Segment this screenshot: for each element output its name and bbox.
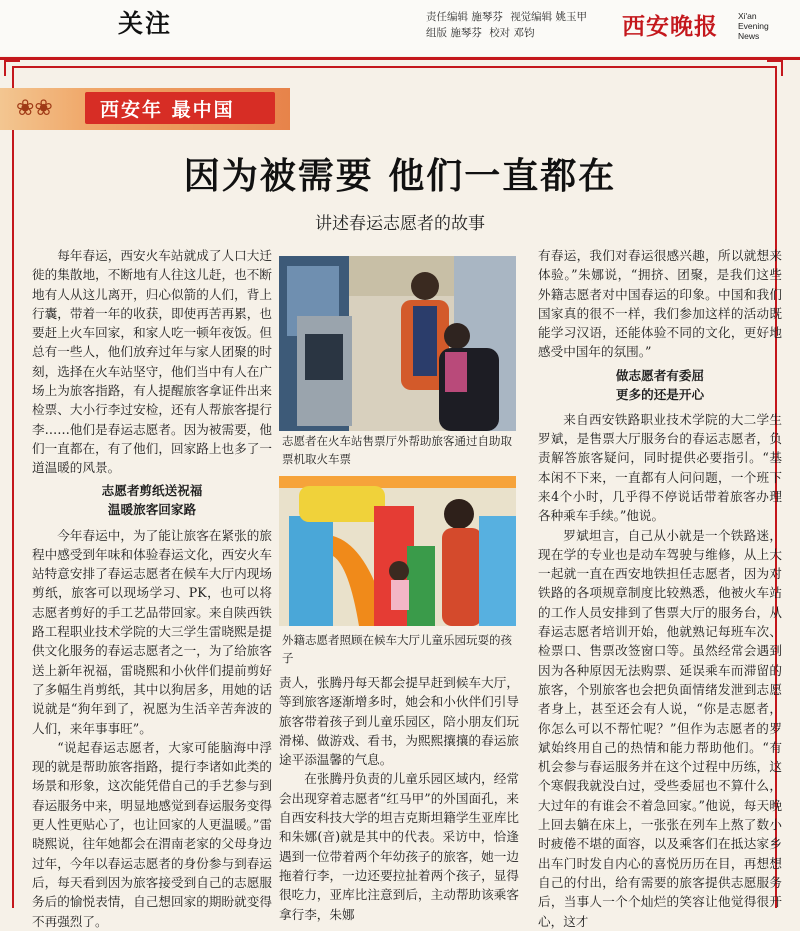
paragraph: “说起春运志愿者，大家可能脑海中浮现的就是帮助旅客指路，提行李诸如此类的场景和形象，这次能凭借自己的手艺参与到春运服务中来，明显地感觉到春运服务变得更人性更贴心了，也让回家的人更温暖。”雷晓熙说，往年她都会在渭南老家的父母身边过年，今年以春运志愿者的身份参与到春运后，每天看到因为旅客接受到自己的志愿服务后的愉悦表情，自己想回家的期盼就变得不再强烈了。 <box>32 739 272 929</box>
logo-en-line: Xi'an <box>738 11 757 21</box>
article-column-1 <box>32 246 272 931</box>
paragraph: 有春运，我们对春运很感兴趣，所以就想来体验。”朱娜说，“拥挤、团聚，是我们这些外籍志愿者对中国春运的印象。中国和我们国家真的很不一样，我们参加这样的活动既能学习汉语，还能体验不同的文化，更好地感受中国年的氛围。” <box>538 248 782 360</box>
credit-name: 施琴芬 <box>471 11 503 23</box>
article-column-3 <box>538 246 782 931</box>
newspaper-logo: 西安晚报 <box>622 14 718 40</box>
newspaper-logo-english <box>738 11 769 41</box>
paragraph: 今年春运中，为了能让旅客在紧张的旅程中感受到年味和体验春运文化，西安火车站特意安排了春运志愿者在候车大厅内现场剪纸，旅客可以现场学习、PK，也可以将志愿者剪好的手工艺品带回家。来自陕西铁路工程职业技术学院的大三学生雷晓熙是提供文化服务的春运志愿者之一，为了给旅客送上新年祝福，雷晓熙和小伙伴们提前剪好了多幅生肖剪纸，其中以狗居多，用她的话说就是“狗年到了，祝愿为生活辛苦奔波的人们，来年事事旺”。 <box>32 527 272 736</box>
photo-caption: 志愿者在火车站售票厅外帮助旅客通过自助取票机取火车票 <box>282 434 512 466</box>
frame-corner-ornament <box>4 60 20 76</box>
subheading <box>32 481 272 519</box>
credits-line-2 <box>426 25 591 41</box>
credit-label: 校对 <box>489 27 511 39</box>
credit-name: 施琴芬 <box>450 27 482 39</box>
credit-label: 责任编辑 <box>426 11 468 23</box>
masthead-rule <box>0 57 800 60</box>
frame-corner-ornament <box>767 60 783 76</box>
photo-ticket-machine <box>279 256 516 431</box>
credit-label: 组版 <box>426 27 447 39</box>
logo-en-line: News <box>738 31 760 41</box>
photo-kids-playground <box>279 476 516 626</box>
article-headline: 因为被需要 他们一直都在 <box>183 155 617 197</box>
subheading-line: 温暖旅客回家路 <box>107 501 197 517</box>
paragraph: 在张腾丹负责的儿童乐园区域内，经常会出现穿着志愿者“红马甲”的外国面孔，来自西安科技大学的坦吉克斯坦籍学生亚库比和朱娜(音)就是其中的代表。采访中，恰逢遇到一位带着两个年幼孩子的旅客，她一边拖着行李，一边还要拉扯着两个孩子，显得很吃力，亚库比注意到后，主动帮助该乘客拿行李，朱娜 <box>279 771 519 922</box>
article-subhead: 讲述春运志愿者的故事 <box>315 214 485 234</box>
paragraph: 罗斌坦言，自己从小就是一个铁路迷，现在学的专业也是动车驾驶与维修，从上大一起就一直在西安地铁担任志愿者，因为对铁路的各项规章制度比较熟悉，他被火车站的工作人员安排到了售票大厅的服务台，从春运志愿者培训开始，他就熟记每班车次、检票口、售票改签窗口等。虽然经常会遇到因为各种原因无法购票、延误乘车而滞留的旅客，个别旅客也会把负面情绪发泄到志愿者身上，甚至还会有人说，“你是志愿者，你怎么可以不帮忙呢？”但作为志愿者的罗斌始终用自己的热情和能力帮助他们。“有机会参与春运服务并在这个过程中历练，这个寒假我就没白过，受些委屈也不算什么，大过年的有谁会不着急回家。”他说，每天晚上回去躺在床上，一张张在列车上熬了数小时疲倦不堪的面容，以及乘客们在抵达家乡出车门时发自内心的喜悦历历在目，再想想自己的付出，给有需要的旅客提供志愿服务后，当事人一个个灿烂的笑容让他觉得很开心，这才 <box>538 527 782 929</box>
article-column-2 <box>279 673 519 924</box>
masthead <box>0 0 800 56</box>
photo-ticket-machine-image <box>279 256 516 431</box>
paragraph: 责人，张腾丹每天都会提早赶到候车大厅，等到旅客逐渐增多时，她会和小伙伴们引导旅客带着孩子到儿童乐园区，陪小朋友们玩滑梯、做游戏、看书，为熙熙攘攘的春运旅途平添温馨的气息。 <box>279 675 519 768</box>
subheading-line: 更多的还是开心 <box>615 386 705 402</box>
section-title: 关注 <box>118 9 173 38</box>
paragraph: 来自西安铁路职业技术学院的大二学生罗斌，是售票大厅服务台的春运志愿者，负责解答旅客疑问，同时提供必要指引。“基本闲不下来，一直都有人问问题，一个班下来4个小时，几乎得不停说话带着旅客办理各种乘车手续。”他说。 <box>538 411 782 524</box>
credit-name: 姚玉甲 <box>555 11 588 23</box>
subheading-line: 做志愿者有委屈 <box>615 367 705 383</box>
paragraph: 每年春运，西安火车站就成了人口大迁徙的集散地，不断地有人往这儿赶，也不断地有人从这儿离开，归心似箭的人们，背上行囊，带着一年的收获，即使再苦再累，也要赶上火车回家，和家人吃一顿年夜饭。但总有一些人，他们放弃过年与家人团聚的时刻，选择在火车站坚守，他们当中有人在广场上为旅客指路，有人提醒旅客拿证件出来检票、大小行李过安检，还有人帮旅客提行李……他们是春运志愿者。因为被需要，他们一直都在，有了他们，回家路上也多了一道温暖的风景。 <box>32 248 272 476</box>
logo-en-line: Evening <box>738 21 769 31</box>
credits-line-1 <box>426 9 591 25</box>
photo-caption: 外籍志愿者照顾在候车大厅儿童乐园玩耍的孩子 <box>282 633 512 665</box>
subheading-line: 志愿者剪纸送祝福 <box>101 482 203 498</box>
editor-credits <box>426 9 591 41</box>
subheading <box>538 366 782 404</box>
photo-kids-playground-image <box>279 476 516 626</box>
credit-label: 视觉编辑 <box>510 11 553 23</box>
lantern-icon: ❀❀ <box>16 96 53 121</box>
feature-banner-title: 西安年 最中国 <box>100 99 235 121</box>
credit-name: 邓钧 <box>513 27 535 39</box>
